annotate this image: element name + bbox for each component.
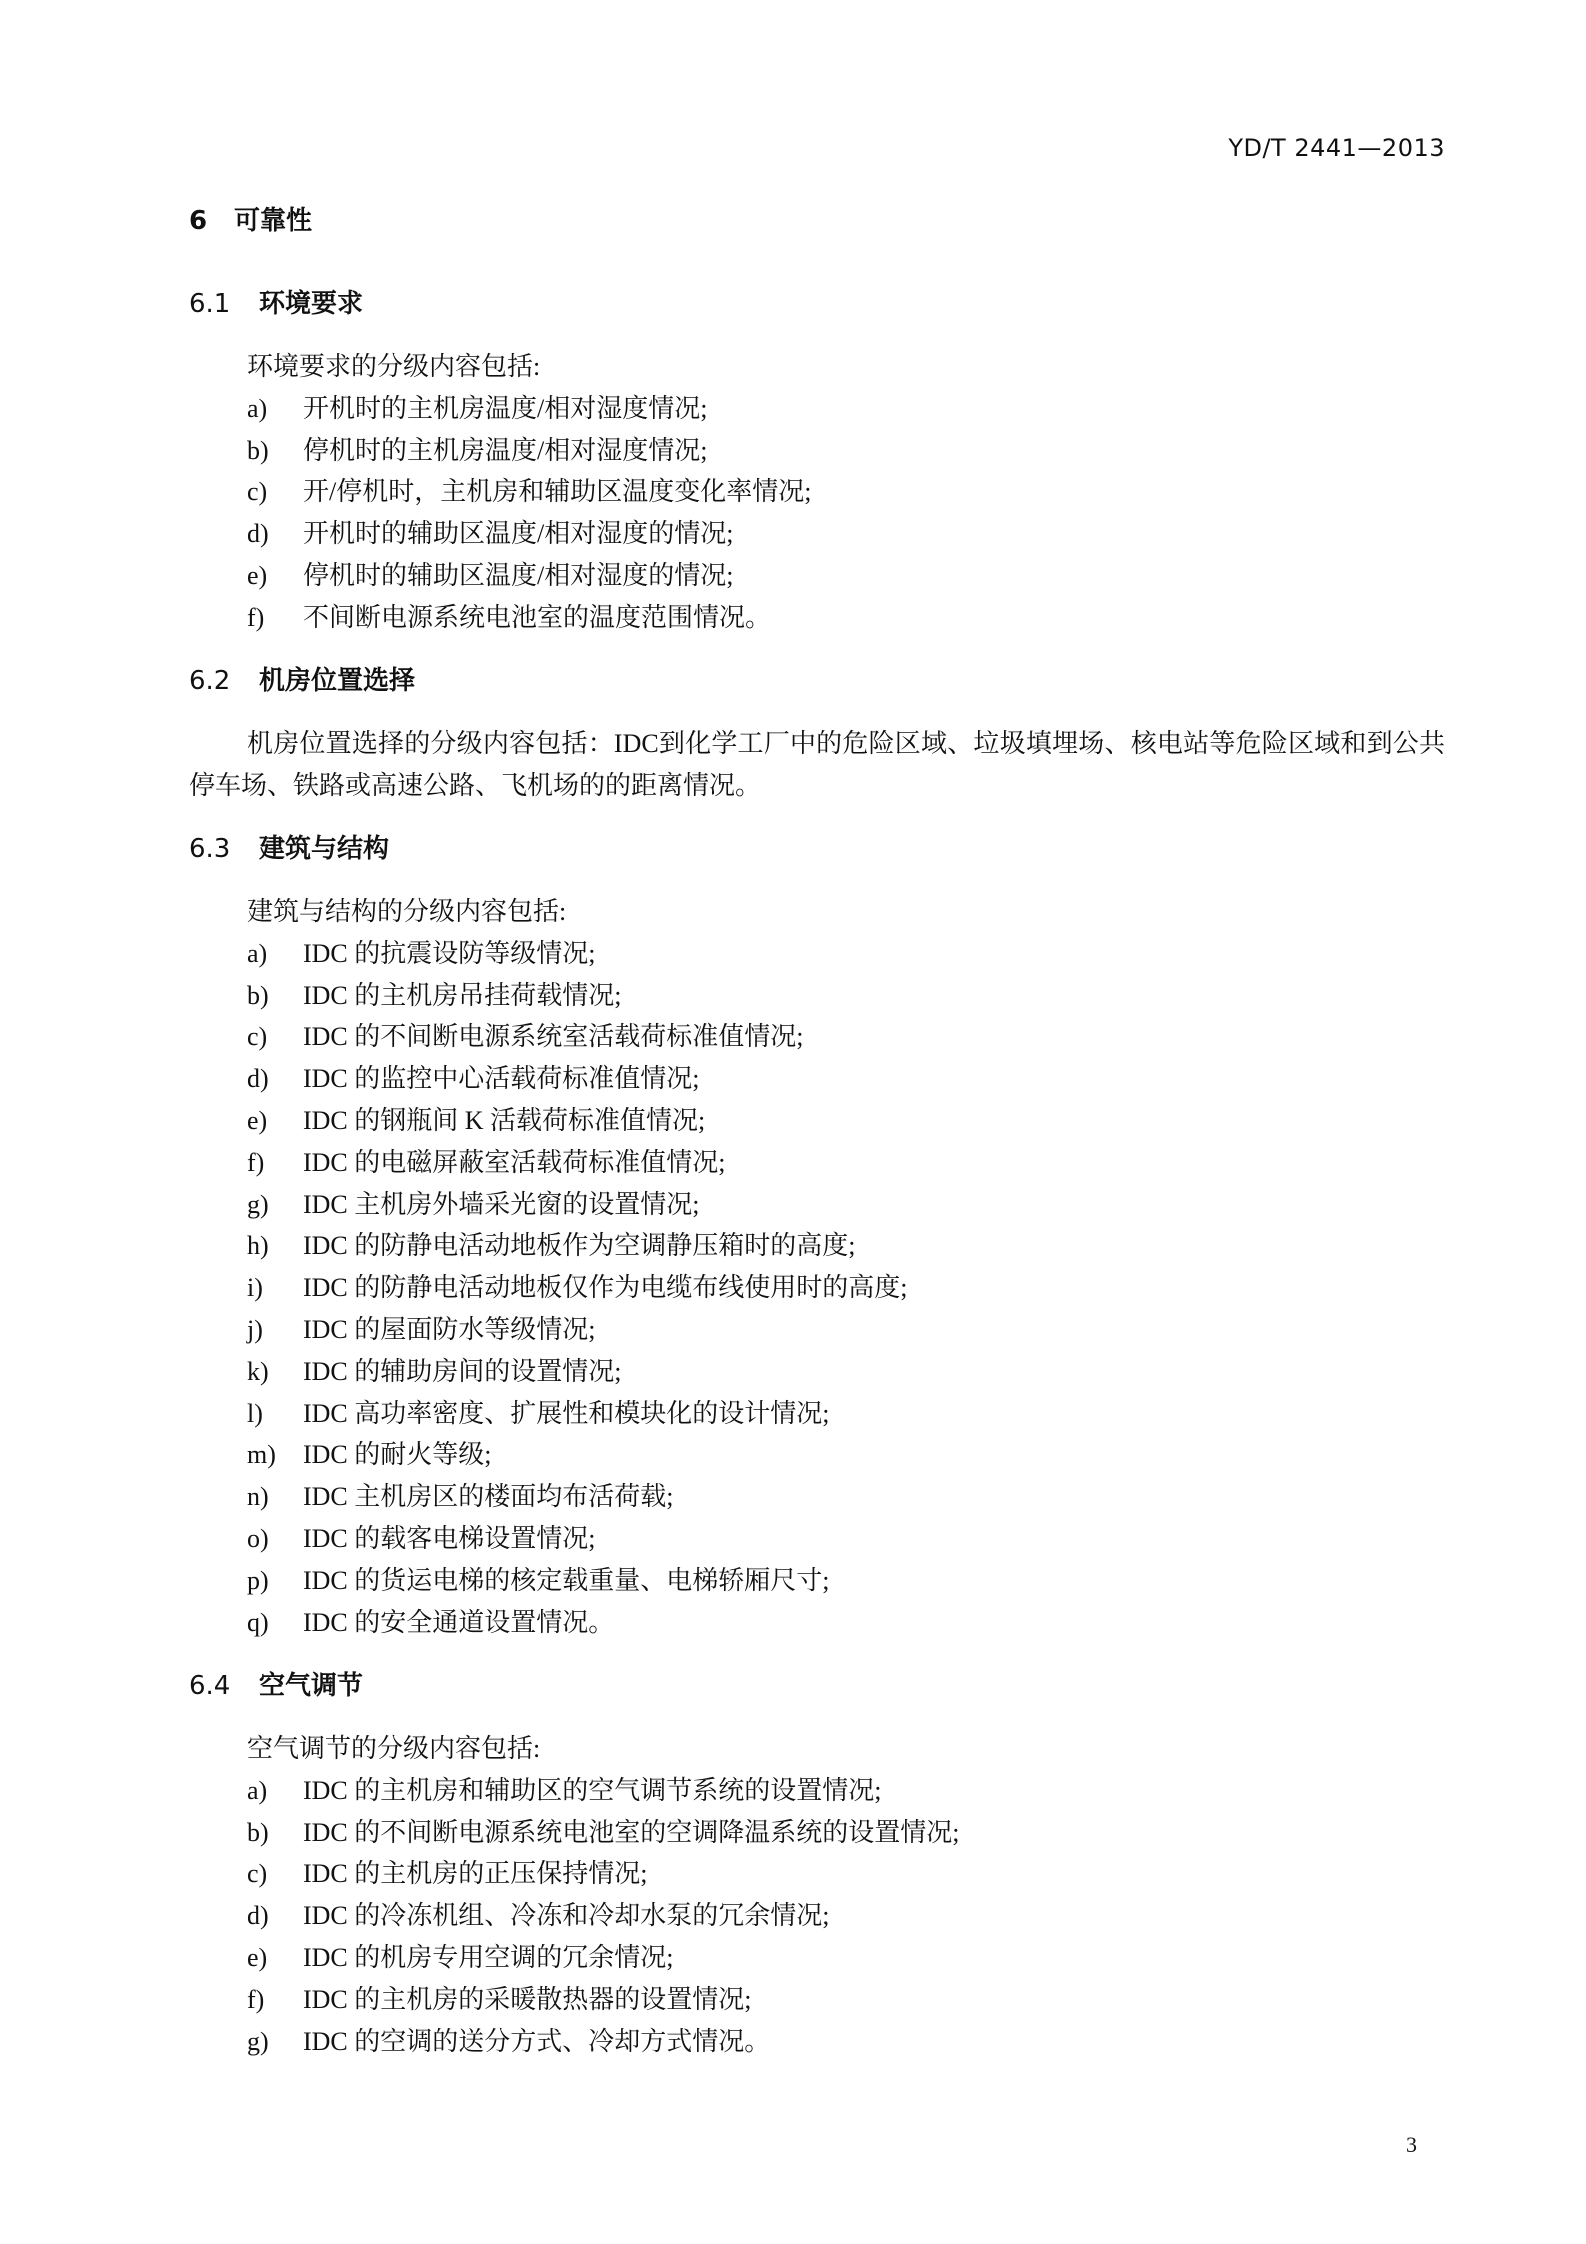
section-title: 环境要求 [259, 289, 364, 319]
list-item-text: 开机时的主机房温度/相对湿度情况; [303, 393, 708, 423]
list-item [189, 430, 1445, 472]
list-item-label: h) [247, 1231, 269, 1261]
list-item-text: IDC 的机房专用空调的冗余情况; [303, 1942, 674, 1972]
list-item-label: n) [247, 1482, 269, 1512]
section-6-1 [189, 283, 1445, 639]
list-item [189, 1602, 1445, 1644]
list-item [189, 1058, 1445, 1100]
list-item-text: 停机时的辅助区温度/相对湿度的情况; [303, 560, 734, 590]
list-item-text: 开/停机时，主机房和辅助区温度变化率情况; [303, 477, 812, 507]
list-item-text: IDC 的安全通道设置情况。 [303, 1607, 615, 1637]
list-item-text: IDC 的防静电活动地板仅作为电缆布线使用时的高度; [303, 1273, 908, 1303]
section-6-3 [189, 828, 1445, 1643]
list-item-label: l) [247, 1398, 263, 1428]
list-item-text: IDC 的监控中心活载荷标准值情况; [303, 1064, 700, 1094]
list-item [189, 555, 1445, 597]
list-item [189, 1142, 1445, 1184]
list-item-text: IDC 的不间断电源系统电池室的空调降温系统的设置情况; [303, 1817, 960, 1847]
list-item-label: c) [247, 1022, 268, 1052]
list-item-label: b) [247, 980, 269, 1010]
list-item [189, 471, 1445, 513]
standard-code: YD/T 2441—2013 [1228, 134, 1445, 162]
list-item-label: k) [247, 1356, 269, 1386]
list-item-label: c) [247, 477, 268, 507]
list-item-label: e) [247, 560, 268, 590]
list-item [189, 1770, 1445, 1812]
list-item-label: p) [247, 1565, 269, 1595]
section-heading [189, 828, 1445, 870]
list-item [189, 2021, 1445, 2063]
list-item-label: e) [247, 1942, 268, 1972]
list-item-label: f) [247, 1984, 265, 2014]
section-intro: 环境要求的分级内容包括: [247, 352, 541, 381]
list-item-label: c) [247, 1859, 268, 1889]
list-item-label: d) [247, 519, 269, 549]
chapter-number: 6 [189, 206, 208, 236]
list-item-label: q) [247, 1607, 269, 1637]
list-item-text: IDC 主机房区的楼面均布活荷载; [303, 1482, 674, 1512]
section-heading [189, 283, 1445, 325]
list-item-text: 不间断电源系统电池室的温度范围情况。 [303, 602, 772, 632]
list-item-text: IDC 的主机房的正压保持情况; [303, 1859, 648, 1889]
list-item [189, 1016, 1445, 1058]
list-item [189, 1812, 1445, 1854]
section-title: 建筑与结构 [259, 834, 390, 864]
section-paragraph: 机房位置选择的分级内容包括：IDC到化学工厂中的危险区域、垃圾填埋场、核电站等危险区域和到公共停车场、铁路或高速公路、飞机场的的距离情况。 [189, 729, 1445, 800]
list-item-label: a) [247, 938, 268, 968]
list-item-text: IDC 的主机房的采暖散热器的设置情况; [303, 1984, 752, 2014]
list-item-text: IDC 高功率密度、扩展性和模块化的设计情况; [303, 1398, 830, 1428]
section-number: 6.3 [189, 834, 231, 864]
list-item-text: IDC 的耐火等级; [303, 1440, 492, 1470]
chapter-heading [189, 200, 312, 242]
list-item-text: IDC 的辅助房间的设置情况; [303, 1356, 622, 1386]
list-item [189, 1184, 1445, 1226]
section-heading [189, 1665, 1445, 1707]
list-item-text: IDC 的不间断电源系统室活载荷标准值情况; [303, 1022, 804, 1052]
list-item-text: 停机时的主机房温度/相对湿度情况; [303, 435, 708, 465]
list-item [189, 1267, 1445, 1309]
section-intro: 空气调节的分级内容包括: [247, 1734, 541, 1763]
list-item-label: g) [247, 2026, 269, 2056]
list-item-label: j) [247, 1314, 263, 1344]
list-item [189, 1518, 1445, 1560]
list-item-text: IDC 的空调的送分方式、冷却方式情况。 [303, 2026, 771, 2056]
list-item [189, 1351, 1445, 1393]
list-item-text: IDC 的钢瓶间 K 活载荷标准值情况; [303, 1105, 706, 1135]
list-item [189, 1937, 1445, 1979]
list-item [189, 1309, 1445, 1351]
section-number: 6.1 [189, 289, 231, 319]
section-intro: 建筑与结构的分级内容包括: [247, 897, 567, 926]
list-item-label: b) [247, 435, 269, 465]
list-item-label: d) [247, 1064, 269, 1094]
list-item-text: IDC 的屋面防水等级情况; [303, 1314, 596, 1344]
list-item [189, 1560, 1445, 1602]
list-item [189, 1895, 1445, 1937]
list-item-text: IDC 的电磁屏蔽室活载荷标准值情况; [303, 1147, 726, 1177]
list-item-text: IDC 的抗震设防等级情况; [303, 938, 596, 968]
page-number: 3 [1406, 2132, 1417, 2157]
section-title: 机房位置选择 [259, 666, 416, 696]
list-item [189, 1979, 1445, 2021]
list-item-label: f) [247, 602, 265, 632]
list-item-text: IDC 的主机房吊挂荷载情况; [303, 980, 622, 1010]
section-6-2 [189, 660, 1445, 807]
list-item-label: o) [247, 1523, 269, 1553]
list-item [189, 1434, 1445, 1476]
list-item-text: IDC 的载客电梯设置情况; [303, 1523, 596, 1553]
section-heading [189, 660, 1445, 702]
list-item-label: d) [247, 1901, 269, 1931]
list-item-label: e) [247, 1105, 268, 1135]
list-item [189, 597, 1445, 639]
list-item [189, 388, 1445, 430]
list-item [189, 933, 1445, 975]
list-item [189, 513, 1445, 555]
list-item [189, 975, 1445, 1017]
list-item [189, 1853, 1445, 1895]
list-item-label: a) [247, 1775, 268, 1805]
section-number: 6.2 [189, 666, 231, 696]
list-item [189, 1393, 1445, 1435]
list-item-label: b) [247, 1817, 269, 1847]
list-item-label: g) [247, 1189, 269, 1219]
list-item-text: IDC 的主机房和辅助区的空气调节系统的设置情况; [303, 1775, 882, 1805]
list-item-label: a) [247, 393, 268, 423]
chapter-title: 可靠性 [234, 206, 313, 236]
list-item-label: i) [247, 1273, 263, 1303]
list-item [189, 1476, 1445, 1518]
list-item [189, 1100, 1445, 1142]
section-number: 6.4 [189, 1671, 231, 1701]
list-item-text: IDC 主机房外墙采光窗的设置情况; [303, 1189, 700, 1219]
list-item-text: 开机时的辅助区温度/相对湿度的情况; [303, 519, 734, 549]
list-item [189, 1225, 1445, 1267]
list-item-text: IDC 的冷冻机组、冷冻和冷却水泵的冗余情况; [303, 1901, 830, 1931]
section-6-4 [189, 1665, 1445, 2062]
list-item-text: IDC 的货运电梯的核定载重量、电梯轿厢尺寸; [303, 1565, 830, 1595]
list-item-text: IDC 的防静电活动地板作为空调静压箱时的高度; [303, 1231, 856, 1261]
section-title: 空气调节 [259, 1671, 364, 1701]
list-item-label: f) [247, 1147, 265, 1177]
list-item-label: m) [247, 1440, 276, 1470]
